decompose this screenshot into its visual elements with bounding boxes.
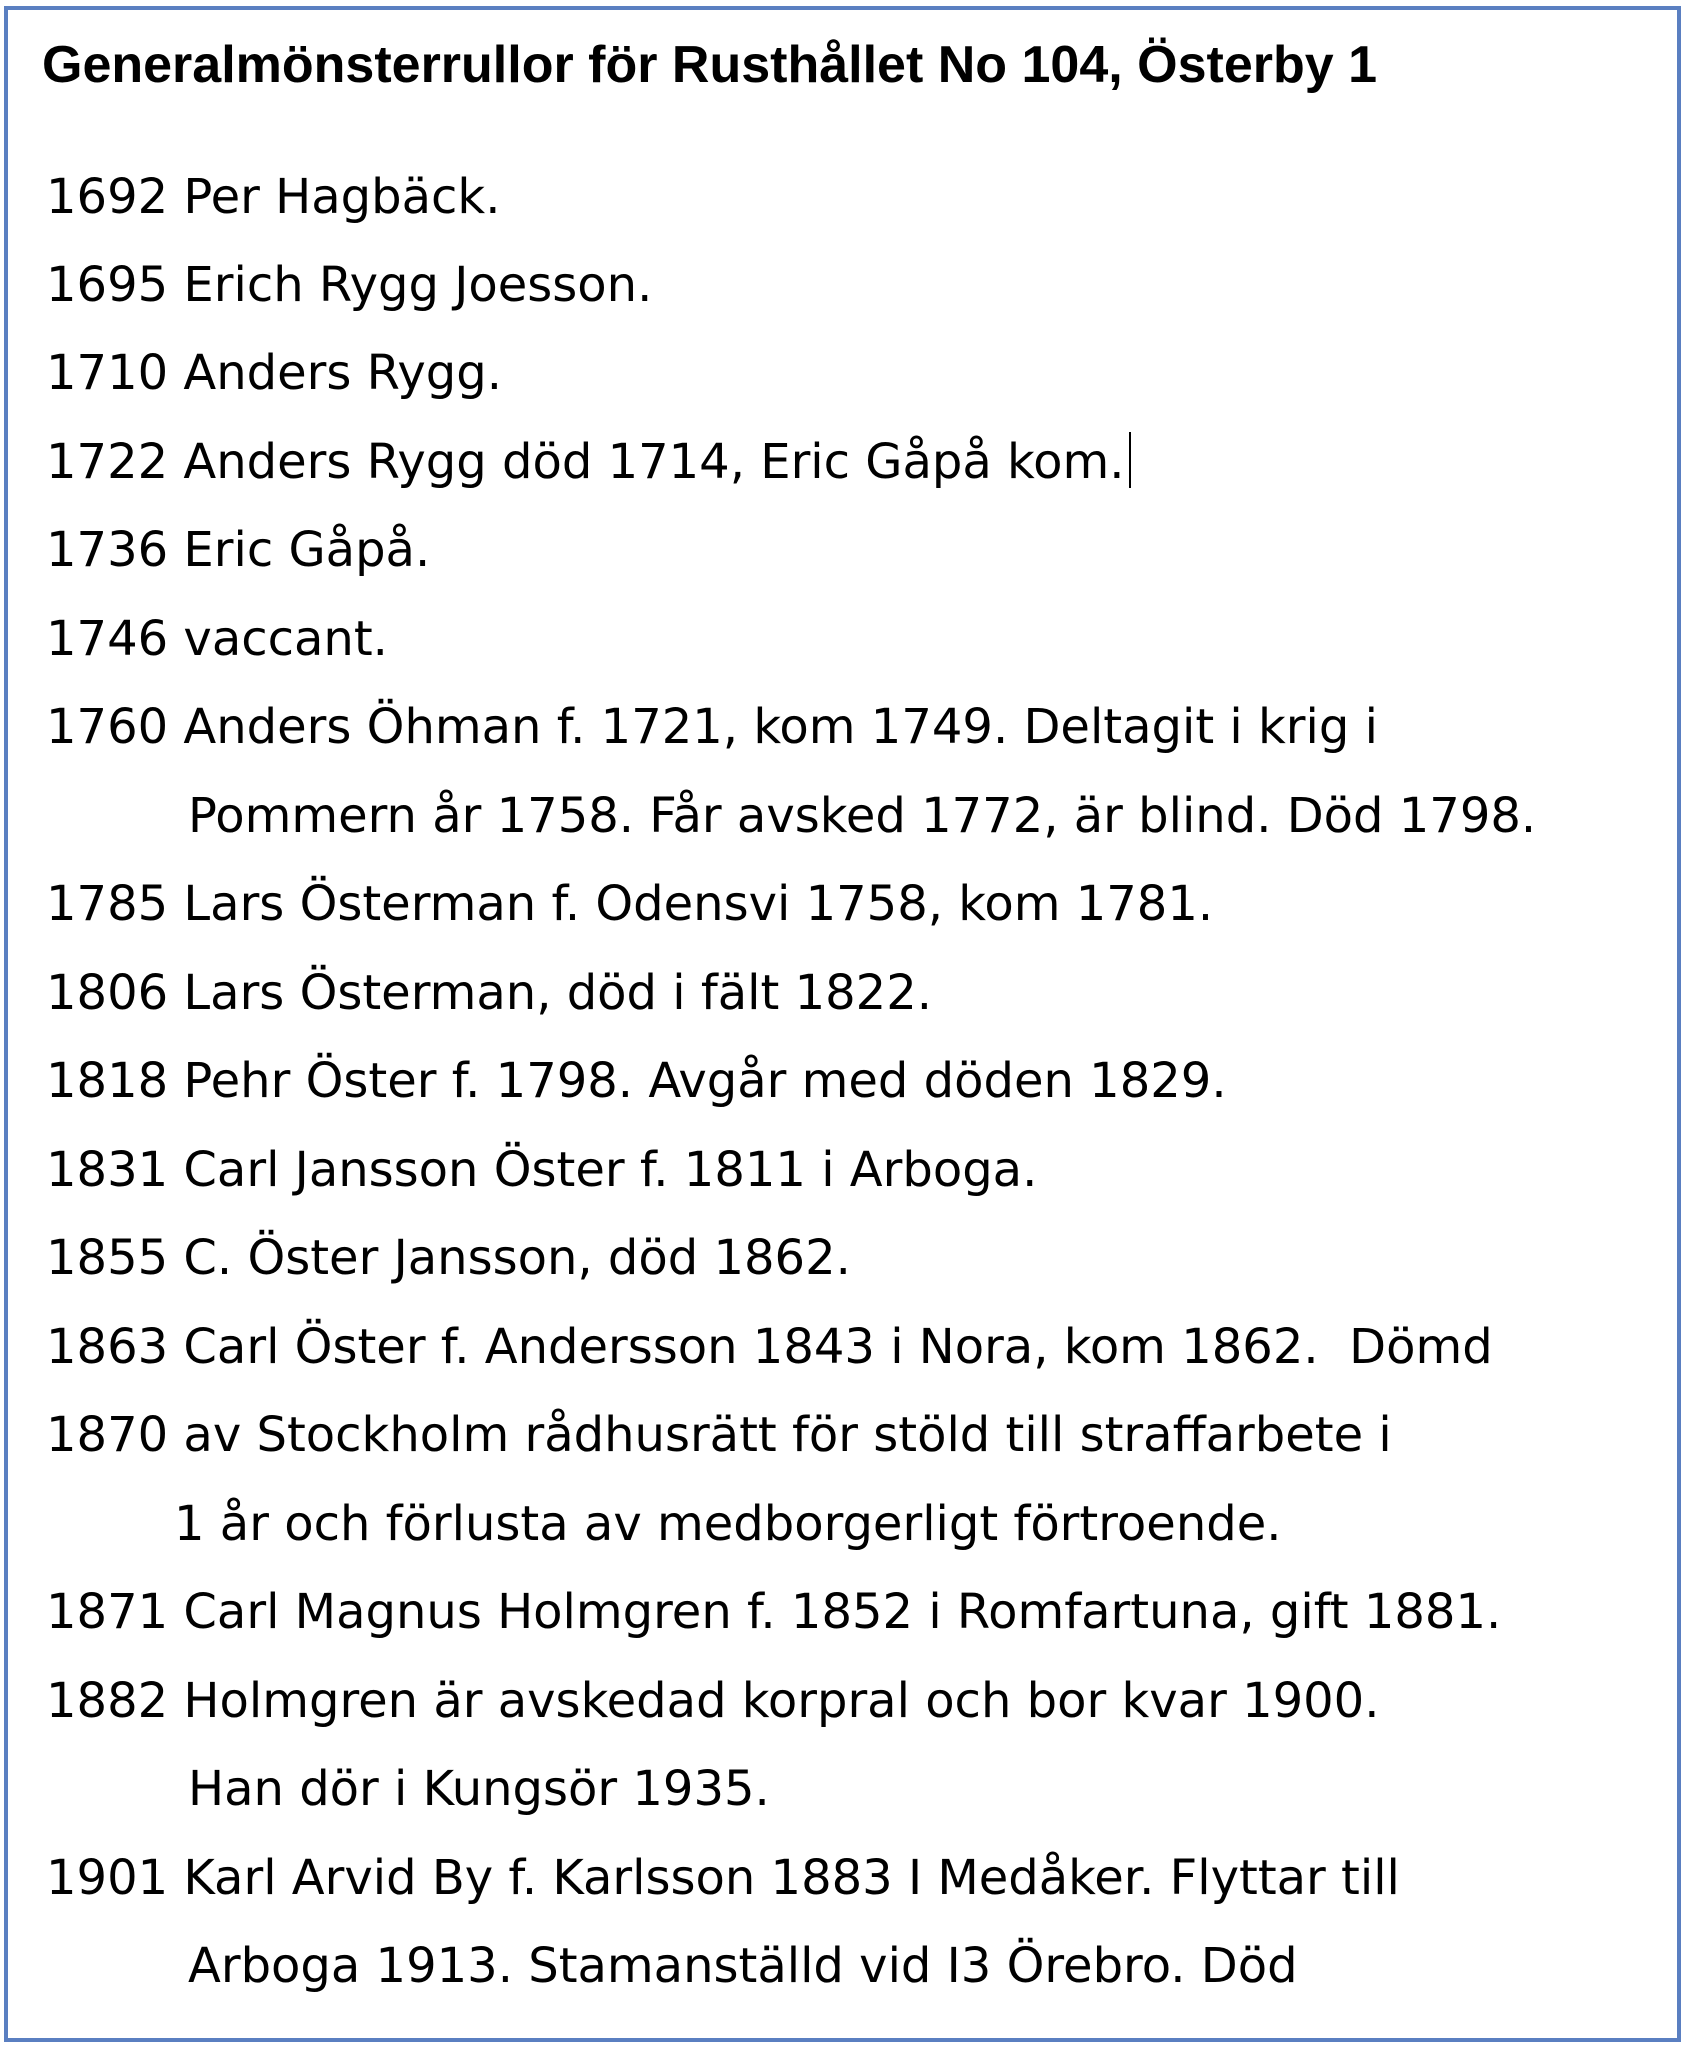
entry-text: Anders Öhman f. 1721, kom 1749. Deltagit i krig i: [168, 699, 1378, 755]
entry-text: Holmgren är avskedad korpral och bor kvar 1900.: [168, 1673, 1380, 1729]
entry-line: [46, 255, 652, 315]
entry-year: 1710: [46, 345, 169, 401]
entry-year: 1746: [46, 611, 169, 667]
entry-year: 1695: [46, 257, 169, 313]
entry-year: 1901: [46, 1850, 169, 1906]
entry-continuation: [174, 1494, 1282, 1554]
entry-text: Per Hagbäck.: [168, 169, 501, 225]
entry-text: 1 år och förlusta av medborgerligt förtroende.: [174, 1496, 1282, 1552]
entry-text: Anders Rygg.: [168, 345, 502, 401]
entry-year: 1855: [46, 1230, 169, 1286]
entry-line: [46, 167, 500, 227]
entry-line: [46, 697, 1378, 757]
entry-text: Pommern år 1758. Får avsked 1772, är blind. Död 1798.: [188, 788, 1537, 844]
entry-line: [46, 520, 430, 580]
entry-text: Lars Österman, död i fält 1822.: [168, 965, 933, 1021]
entry-continuation: [188, 1936, 1298, 1996]
entry-year: 1736: [46, 522, 169, 578]
entry-line: [46, 1051, 1227, 1111]
entry-line: [46, 1228, 851, 1288]
entry-text: Arboga 1913. Stamanställd vid I3 Örebro. Död: [188, 1938, 1298, 1994]
entry-line: [46, 1317, 1493, 1377]
document-title: Generalmönsterrullor för Rusthållet No 104, Österby 1: [42, 36, 1378, 94]
entry-continuation: [188, 1759, 770, 1819]
entry-line: [46, 1848, 1400, 1908]
entry-year: 1870: [46, 1407, 169, 1463]
entry-line: [46, 1671, 1379, 1731]
entry-line: [46, 1140, 1037, 1200]
entry-text: Carl Magnus Holmgren f. 1852 i Romfartuna, gift 1881.: [168, 1584, 1502, 1640]
entry-year: 1882: [46, 1673, 169, 1729]
entry-text: av Stockholm rådhusrätt för stöld till straffarbete i: [168, 1407, 1392, 1463]
entry-text: Han dör i Kungsör 1935.: [188, 1761, 770, 1817]
entry-year: 1785: [46, 876, 169, 932]
entry-year: 1831: [46, 1142, 169, 1198]
entry-line: [46, 1582, 1501, 1642]
entry-text: C. Öster Jansson, död 1862.: [168, 1230, 851, 1286]
entry-year: 1863: [46, 1319, 169, 1375]
entry-line: [46, 963, 932, 1023]
entry-text: Carl Jansson Öster f. 1811 i Arboga.: [168, 1142, 1038, 1198]
entry-year: 1818: [46, 1053, 169, 1109]
entry-year: 1871: [46, 1584, 169, 1640]
entry-text: Lars Österman f. Odensvi 1758, kom 1781.: [168, 876, 1214, 932]
entry-text: Carl Öster f. Andersson 1843 i Nora, kom 1862. Dömd: [168, 1319, 1493, 1375]
entry-line: [46, 1405, 1392, 1465]
entry-line: [46, 432, 1131, 492]
entry-text: Karl Arvid By f. Karlsson 1883 I Medåker. Flyttar till: [168, 1850, 1400, 1906]
entry-year: 1806: [46, 965, 169, 1021]
entry-line: [46, 343, 502, 403]
entry-year: 1760: [46, 699, 169, 755]
entry-continuation: [188, 786, 1536, 846]
text-cursor: [1129, 432, 1131, 488]
entry-text: Anders Rygg död 1714, Eric Gåpå kom.: [168, 434, 1125, 490]
entry-text: Eric Gåpå.: [168, 522, 431, 578]
entry-line: [46, 609, 388, 669]
entry-text: Erich Rygg Joesson.: [168, 257, 653, 313]
entry-text: Pehr Öster f. 1798. Avgår med döden 1829.: [168, 1053, 1227, 1109]
entry-year: 1722: [46, 434, 169, 490]
entry-line: [46, 874, 1213, 934]
entry-year: 1692: [46, 169, 169, 225]
entry-text: vaccant.: [168, 611, 388, 667]
